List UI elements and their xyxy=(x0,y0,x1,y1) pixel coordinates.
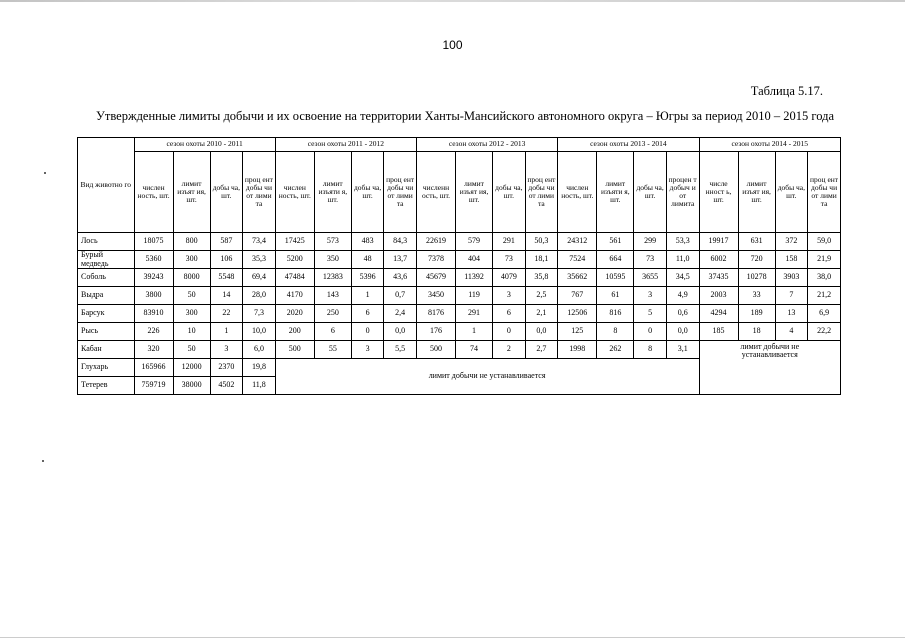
column-header: числен ность, шт. xyxy=(558,152,597,233)
table-cell: 59,0 xyxy=(808,233,841,251)
table-cell: 11392 xyxy=(456,269,493,287)
table-cell: 200 xyxy=(275,323,314,341)
table-row xyxy=(78,305,841,323)
table-cell: 1998 xyxy=(558,341,597,359)
season-header: сезон охоты 2012 - 2013 xyxy=(416,138,557,152)
table-cell: 6 xyxy=(314,323,351,341)
table-cell: 6 xyxy=(493,305,526,323)
table-cell: 291 xyxy=(456,305,493,323)
table-cell: 83910 xyxy=(134,305,173,323)
table-cell: 4079 xyxy=(493,269,526,287)
table-cell: 50,3 xyxy=(525,233,558,251)
table-cell: 8 xyxy=(634,341,667,359)
table-cell: 13 xyxy=(775,305,808,323)
column-header: проц ент добы чи от лими та xyxy=(808,152,841,233)
table-cell: 69,4 xyxy=(243,269,276,287)
table-cell: 7,3 xyxy=(243,305,276,323)
table-cell: 10595 xyxy=(597,269,634,287)
table-cell: 299 xyxy=(634,233,667,251)
species-name: Соболь xyxy=(78,269,135,287)
species-name: Барсук xyxy=(78,305,135,323)
species-header: Вид животно го xyxy=(78,138,135,233)
table-cell: 5360 xyxy=(134,251,173,269)
column-header: проц ент добы чи от лими та xyxy=(243,152,276,233)
column-header: добы ча, шт. xyxy=(210,152,243,233)
species-name: Рысь xyxy=(78,323,135,341)
table-cell: 3903 xyxy=(775,269,808,287)
table-cell: 53,3 xyxy=(666,233,699,251)
column-header: лимит изъят ия, шт. xyxy=(456,152,493,233)
table-cell: 7524 xyxy=(558,251,597,269)
table-cell: 6,9 xyxy=(808,305,841,323)
table-cell: 28,0 xyxy=(243,287,276,305)
table-cell: 106 xyxy=(210,251,243,269)
table-cell: 3 xyxy=(351,341,384,359)
table-cell: 6,0 xyxy=(243,341,276,359)
table-cell: 185 xyxy=(699,323,738,341)
table-cell: 5 xyxy=(634,305,667,323)
table-cell: 250 xyxy=(314,305,351,323)
table-cell: 483 xyxy=(351,233,384,251)
table-cell: 816 xyxy=(597,305,634,323)
table-cell: 10278 xyxy=(738,269,775,287)
table-caption: Утвержденные лимиты добычи и их освоение на территории Ханты-Мансийского автономного округа – Югры за период 2010 – 2015 года xyxy=(96,109,834,123)
table-cell: 2370 xyxy=(210,359,243,377)
table-cell: 34,5 xyxy=(666,269,699,287)
column-header: проц ент добы чи от лими та xyxy=(384,152,417,233)
column-header: лимит изъяти я, шт. xyxy=(597,152,634,233)
table-cell: 143 xyxy=(314,287,351,305)
scan-edge-bottom xyxy=(0,637,905,638)
table-cell: 2 xyxy=(493,341,526,359)
table-cell: 4170 xyxy=(275,287,314,305)
table-cell: 33 xyxy=(738,287,775,305)
table-cell: 1 xyxy=(351,287,384,305)
table-cell: 8000 xyxy=(173,269,210,287)
table-cell: 4,9 xyxy=(666,287,699,305)
table-cell: 320 xyxy=(134,341,173,359)
table-cell: 158 xyxy=(775,251,808,269)
table-cell: 12000 xyxy=(173,359,210,377)
table-cell: 7378 xyxy=(416,251,455,269)
table-cell: 38,0 xyxy=(808,269,841,287)
no-limit-note: лимит добычи не устанавливается xyxy=(275,359,699,395)
table-cell: 1 xyxy=(456,323,493,341)
table-cell: 0,6 xyxy=(666,305,699,323)
table-cell: 7 xyxy=(775,287,808,305)
table-cell: 664 xyxy=(597,251,634,269)
table-cell: 6002 xyxy=(699,251,738,269)
table-cell: 61 xyxy=(597,287,634,305)
table-cell: 22 xyxy=(210,305,243,323)
table-cell: 262 xyxy=(597,341,634,359)
table-cell: 350 xyxy=(314,251,351,269)
column-header: лимит изъяти я, шт. xyxy=(314,152,351,233)
column-header: проц ент добы чи от лими та xyxy=(525,152,558,233)
table-cell: 1 xyxy=(210,323,243,341)
table-cell: 0,0 xyxy=(384,323,417,341)
table-cell: 48 xyxy=(351,251,384,269)
species-name: Кабан xyxy=(78,341,135,359)
table-cell: 73 xyxy=(634,251,667,269)
column-header: лимит изъят ия, шт. xyxy=(173,152,210,233)
table-cell: 35,3 xyxy=(243,251,276,269)
season-header: сезон охоты 2013 - 2014 xyxy=(558,138,699,152)
table-cell: 500 xyxy=(275,341,314,359)
hunting-limits-table xyxy=(77,137,841,395)
column-header: численн ость, шт. xyxy=(416,152,455,233)
species-name: Тетерев xyxy=(78,377,135,395)
table-cell: 561 xyxy=(597,233,634,251)
table-cell: 13,7 xyxy=(384,251,417,269)
table-cell: 759719 xyxy=(134,377,173,395)
table-cell: 17425 xyxy=(275,233,314,251)
table-cell: 5,5 xyxy=(384,341,417,359)
table-cell: 4 xyxy=(775,323,808,341)
table-cell: 2003 xyxy=(699,287,738,305)
column-header: числен ность, шт. xyxy=(275,152,314,233)
scan-speck xyxy=(42,460,44,462)
table-cell: 11,0 xyxy=(666,251,699,269)
table-cell: 587 xyxy=(210,233,243,251)
table-cell: 39243 xyxy=(134,269,173,287)
table-cell: 573 xyxy=(314,233,351,251)
table-row xyxy=(78,341,841,359)
table-cell: 10,0 xyxy=(243,323,276,341)
table-cell: 38000 xyxy=(173,377,210,395)
table-cell: 5200 xyxy=(275,251,314,269)
table-cell: 800 xyxy=(173,233,210,251)
table-cell: 0 xyxy=(493,323,526,341)
table-cell: 12383 xyxy=(314,269,351,287)
table-cell: 300 xyxy=(173,305,210,323)
table-cell: 0,7 xyxy=(384,287,417,305)
table-cell: 176 xyxy=(416,323,455,341)
table-cell: 19,8 xyxy=(243,359,276,377)
table-cell: 2,7 xyxy=(525,341,558,359)
table-cell: 3800 xyxy=(134,287,173,305)
table-cell: 300 xyxy=(173,251,210,269)
table-cell: 720 xyxy=(738,251,775,269)
column-header: числе нност ь, шт. xyxy=(699,152,738,233)
table-cell: 21,9 xyxy=(808,251,841,269)
table-cell: 37435 xyxy=(699,269,738,287)
species-name: Лось xyxy=(78,233,135,251)
table-cell: 0 xyxy=(351,323,384,341)
table-cell: 226 xyxy=(134,323,173,341)
species-name: Бурый медведь xyxy=(78,251,135,269)
table-cell: 22619 xyxy=(416,233,455,251)
table-cell: 6 xyxy=(351,305,384,323)
table-cell: 631 xyxy=(738,233,775,251)
no-limit-note: лимит добычи не устанавливается xyxy=(699,341,841,395)
scan-speck xyxy=(44,172,46,174)
table-cell: 18 xyxy=(738,323,775,341)
table-cell: 22,2 xyxy=(808,323,841,341)
column-header: процен т добыч и от лимита xyxy=(666,152,699,233)
table-cell: 4502 xyxy=(210,377,243,395)
table-cell: 74 xyxy=(456,341,493,359)
table-cell: 0,0 xyxy=(666,323,699,341)
table-cell: 35662 xyxy=(558,269,597,287)
season-header: сезон охоты 2011 - 2012 xyxy=(275,138,416,152)
table-label: Таблица 5.17. xyxy=(750,84,823,98)
column-header: добы ча, шт. xyxy=(634,152,667,233)
table-cell: 3 xyxy=(210,341,243,359)
table-row xyxy=(78,251,841,269)
table-cell: 45679 xyxy=(416,269,455,287)
table-cell: 579 xyxy=(456,233,493,251)
table-cell: 165966 xyxy=(134,359,173,377)
table-cell: 11,8 xyxy=(243,377,276,395)
table-cell: 84,3 xyxy=(384,233,417,251)
species-name: Глухарь xyxy=(78,359,135,377)
table-cell: 4294 xyxy=(699,305,738,323)
table-cell: 2020 xyxy=(275,305,314,323)
table-cell: 0 xyxy=(634,323,667,341)
table-cell: 21,2 xyxy=(808,287,841,305)
column-header: добы ча, шт. xyxy=(493,152,526,233)
species-name: Выдра xyxy=(78,287,135,305)
table-cell: 125 xyxy=(558,323,597,341)
table-cell: 12506 xyxy=(558,305,597,323)
table-cell: 372 xyxy=(775,233,808,251)
table-cell: 291 xyxy=(493,233,526,251)
table-cell: 19917 xyxy=(699,233,738,251)
table-cell: 404 xyxy=(456,251,493,269)
column-header: лимит изъят ия, шт. xyxy=(738,152,775,233)
table-cell: 2,4 xyxy=(384,305,417,323)
table-cell: 73,4 xyxy=(243,233,276,251)
table-cell: 2,5 xyxy=(525,287,558,305)
table-cell: 767 xyxy=(558,287,597,305)
table-cell: 14 xyxy=(210,287,243,305)
page-number: 100 xyxy=(442,38,463,52)
column-header: числен ность, шт. xyxy=(134,152,173,233)
season-header: сезон охоты 2010 - 2011 xyxy=(134,138,275,152)
table-cell: 5396 xyxy=(351,269,384,287)
table-cell: 47484 xyxy=(275,269,314,287)
table-cell: 8176 xyxy=(416,305,455,323)
table-row xyxy=(78,323,841,341)
table-cell: 43,6 xyxy=(384,269,417,287)
table-cell: 55 xyxy=(314,341,351,359)
table-row xyxy=(78,287,841,305)
table-cell: 500 xyxy=(416,341,455,359)
table-row xyxy=(78,233,841,251)
table-cell: 24312 xyxy=(558,233,597,251)
season-header: сезон охоты 2014 - 2015 xyxy=(699,138,841,152)
table-cell: 50 xyxy=(173,341,210,359)
table-cell: 0,0 xyxy=(525,323,558,341)
table-cell: 5548 xyxy=(210,269,243,287)
table-cell: 3450 xyxy=(416,287,455,305)
table-cell: 2,1 xyxy=(525,305,558,323)
table-cell: 18,1 xyxy=(525,251,558,269)
table-cell: 119 xyxy=(456,287,493,305)
season-header-row xyxy=(78,138,841,152)
table-row xyxy=(78,269,841,287)
table-cell: 3 xyxy=(634,287,667,305)
column-header: добы ча, шт. xyxy=(351,152,384,233)
table-cell: 18075 xyxy=(134,233,173,251)
table-cell: 3,1 xyxy=(666,341,699,359)
table-cell: 3655 xyxy=(634,269,667,287)
table-cell: 35,8 xyxy=(525,269,558,287)
table-cell: 8 xyxy=(597,323,634,341)
table-cell: 50 xyxy=(173,287,210,305)
table-cell: 73 xyxy=(493,251,526,269)
table-cell: 189 xyxy=(738,305,775,323)
column-header-row xyxy=(78,152,841,233)
table-cell: 10 xyxy=(173,323,210,341)
column-header: добы ча, шт. xyxy=(775,152,808,233)
table-cell: 3 xyxy=(493,287,526,305)
scan-edge-top xyxy=(0,0,905,2)
